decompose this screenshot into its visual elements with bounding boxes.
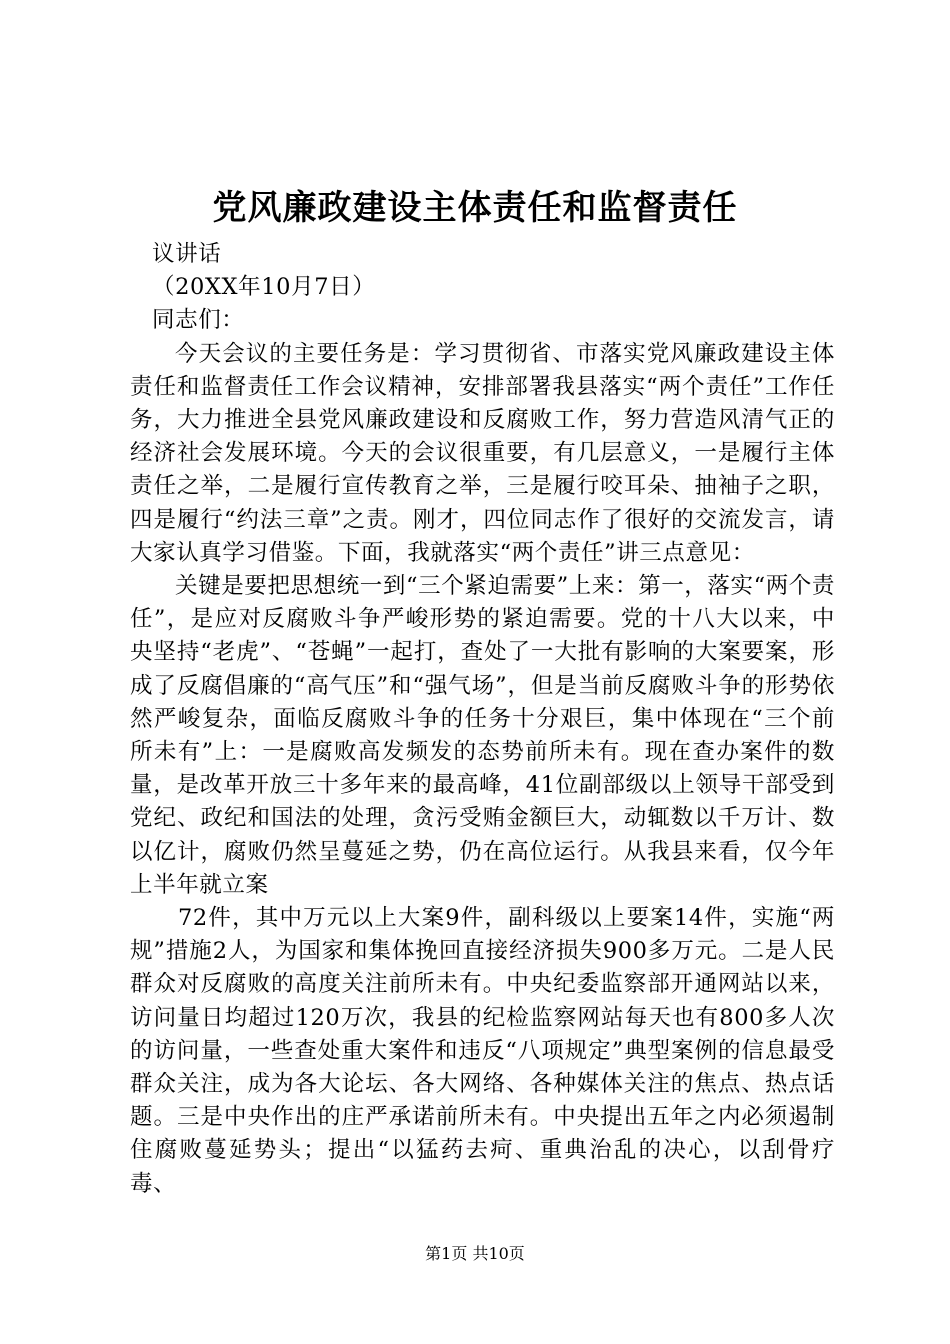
subtitle-line: 议讲话 xyxy=(152,241,222,267)
paragraph-2: 关键是要把思想统一到“三个紧迫需要”上来：第一，落实“两个责任”，是应对反腐败斗争严峻形势的紧迫需要。党的十八大以来，中央坚持“老虎”、“苍蝇”一起打，查处了一大批有影响的大案要案，形成了反腐倡廉的“高气压”和“强气场”，但是当前反腐败斗争的形势依然严峻复杂，面临反腐败斗争的任务十分艰巨，集中体现在“三个前所未有”上：一是腐败高发频发的态势前所未有。现在查办案件的数量，是改革开放三十多年来的最高峰，41位副部级以上领导干部受到党纪、政纪和国法的处理，贪污受贿金额巨大，动辄数以千万计、数以亿计，腐败仍然呈蔓延之势，仍在高位运行。从我县来看，仅今年上半年就立案 xyxy=(130,573,836,898)
date-line: （20XX年10月7日） xyxy=(152,274,376,301)
paragraph-1: 今天会议的主要任务是：学习贯彻省、市落实党风廉政建设主体责任和监督责任工作会议精神，安排部署我县落实“两个责任”工作任务，大力推进全县党风廉政建设和反腐败工作，努力营造风清气正的经济社会发展环境。今天的会议很重要，有几层意义，一是履行主体责任之举，二是履行宣传教育之举，三是履行咬耳朵、抽袖子之职，四是履行“约法三章”之责。刚才，四位同志作了很好的交流发言，请大家认真学习借鉴。下面，我就落实“两个责任”讲三点意见： xyxy=(130,340,835,566)
paragraph-3: 72件，其中万元以上大案9件，副科级以上要案14件，实施“两规”措施2人，为国家和集体挽回直接经济损失900多万元。二是人民群众对反腐败的高度关注前所未有。中央纪委监察部开通网站以来，访问量日均超过120万次，我县的纪检监察网站每天也有800多人次的访问量，一些查处重大案件和违反“八项规定”典型案例的信息最受群众关注，成为各大论坛、各大网络、各种媒体关注的焦点、热点话题。三是中央作出的庄严承诺前所未有。中央提出五年之内必须遏制住腐败蔓延势头；提出“以猛药去疴、重典治乱的决心，以刮骨疗毒、 xyxy=(130,905,835,1197)
document-body xyxy=(130,238,835,1201)
document-title: 党风廉政建设主体责任和监督责任 xyxy=(212,188,738,228)
page-footer: 第1页 共10页 xyxy=(425,1244,525,1263)
salutation: 同志们： xyxy=(152,307,245,334)
